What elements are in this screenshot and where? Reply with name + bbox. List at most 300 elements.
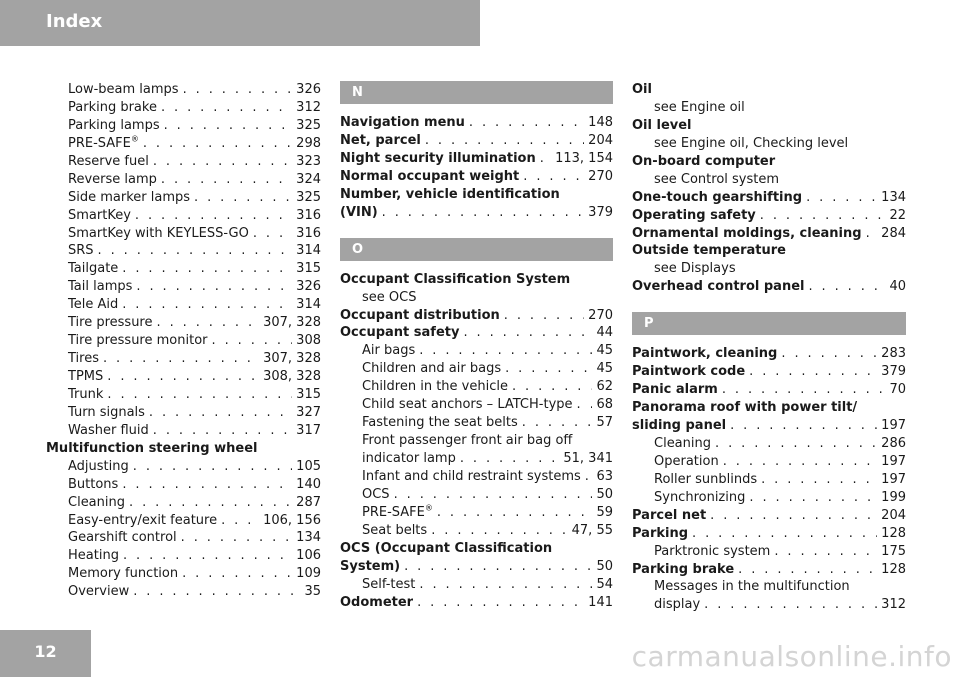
index-term xyxy=(68,529,177,547)
index-page-ref: 197 xyxy=(881,453,906,469)
index-term-text: Synchronizing xyxy=(654,489,746,505)
index-term-text: Infant and child restraint systems xyxy=(362,468,581,484)
index-term xyxy=(362,468,581,486)
index-term xyxy=(362,378,508,396)
index-page-ref: 287 xyxy=(296,494,321,510)
index-entry xyxy=(46,476,321,494)
index-page-ref: 316 xyxy=(296,225,321,241)
dot-leader xyxy=(103,350,259,368)
dot-leader xyxy=(808,278,885,296)
index-entry xyxy=(632,399,906,417)
index-term-text: Odometer xyxy=(340,594,414,610)
index-term xyxy=(68,547,119,565)
index-term-text: On-board computer xyxy=(632,153,776,169)
index-term xyxy=(340,540,552,558)
dot-leader xyxy=(253,225,292,243)
index-entry xyxy=(46,171,321,189)
index-term-text: Oil xyxy=(632,82,652,97)
index-entry xyxy=(340,204,613,222)
index-term-text: Paintwork, cleaning xyxy=(632,346,778,362)
index-entry xyxy=(340,186,613,204)
index-term-text: Parking brake xyxy=(632,561,735,577)
dot-leader xyxy=(122,260,292,278)
dot-leader xyxy=(194,189,292,207)
index-entry xyxy=(340,486,613,504)
index-entry xyxy=(632,99,906,117)
index-entry xyxy=(46,225,321,243)
index-term xyxy=(654,543,770,561)
dot-leader xyxy=(761,471,877,489)
index-term-text: SmartKey xyxy=(68,207,131,223)
dot-leader xyxy=(523,168,584,186)
index-term-text: Buttons xyxy=(68,476,119,492)
index-entry xyxy=(340,414,613,432)
index-page-ref: 324 xyxy=(296,171,321,187)
index-entry xyxy=(46,99,321,117)
index-entry xyxy=(46,440,321,458)
index-page-ref: 315 xyxy=(296,261,321,277)
index-entry xyxy=(632,242,906,260)
index-entry xyxy=(46,207,321,225)
index-page-ref: 307, 328 xyxy=(263,351,321,367)
dot-leader xyxy=(183,81,293,99)
index-page-ref: 308, 328 xyxy=(263,369,321,384)
index-term-text: Parktronic system xyxy=(654,543,771,559)
index-page-ref: 312 xyxy=(296,99,321,115)
index-term-text: Memory function xyxy=(68,566,179,582)
dot-leader xyxy=(722,381,886,399)
index-term xyxy=(362,522,427,540)
index-entry xyxy=(46,512,321,530)
index-page-ref: 315 xyxy=(296,386,321,402)
index-term xyxy=(632,507,706,525)
index-term-text: see Displays xyxy=(654,261,736,277)
index-term xyxy=(654,171,779,189)
index-term-text: Air bags xyxy=(362,343,416,359)
dot-leader xyxy=(774,543,877,561)
index-entry xyxy=(46,81,321,99)
index-term-text: TPMS xyxy=(68,369,104,384)
index-page-ref: 317 xyxy=(296,422,321,438)
index-page-ref: 325 xyxy=(296,189,321,205)
index-term xyxy=(632,189,802,207)
dot-leader xyxy=(149,404,292,422)
index-term-text: Tire pressure monitor xyxy=(68,333,208,349)
index-term xyxy=(632,399,857,417)
index-page-ref: 175 xyxy=(881,543,906,559)
index-term-text: Reserve fuel xyxy=(68,153,149,169)
index-term-text: Low-beam lamps xyxy=(68,82,179,97)
index-term xyxy=(362,486,390,504)
index-entry xyxy=(46,189,321,207)
index-term xyxy=(68,404,145,422)
dot-leader xyxy=(143,135,292,153)
dot-leader xyxy=(221,512,259,530)
index-page-ref: 62 xyxy=(596,379,613,395)
index-entry xyxy=(340,450,613,468)
index-page-ref: 50 xyxy=(596,486,613,502)
index-term xyxy=(340,132,421,150)
page-number-box xyxy=(0,630,91,677)
index-entry xyxy=(632,471,906,489)
index-entry xyxy=(46,583,321,601)
index-term xyxy=(632,381,718,399)
index-term xyxy=(68,260,118,278)
index-page-ref: 325 xyxy=(296,117,321,133)
index-term xyxy=(654,435,711,453)
dot-leader xyxy=(136,278,292,296)
dot-leader xyxy=(98,242,293,260)
dot-leader xyxy=(164,117,293,135)
index-term xyxy=(362,414,518,432)
index-entry xyxy=(46,260,321,278)
index-entry xyxy=(632,543,906,561)
index-term xyxy=(654,596,700,614)
index-page-ref: 141 xyxy=(588,594,613,610)
index-entry xyxy=(632,453,906,471)
dot-leader xyxy=(419,576,592,594)
index-term xyxy=(68,494,125,512)
index-entry xyxy=(46,153,321,171)
index-entry xyxy=(46,386,321,404)
index-term-text: Occupant safety xyxy=(340,325,460,341)
index-entry xyxy=(340,468,613,486)
index-page-ref: 327 xyxy=(296,404,321,420)
index-term xyxy=(654,99,745,117)
index-term xyxy=(68,350,99,368)
index-term xyxy=(68,99,157,117)
dot-leader xyxy=(781,345,877,363)
index-term-text: Heating xyxy=(68,548,119,564)
index-term-text: Trunk xyxy=(68,386,104,402)
index-term xyxy=(340,114,465,132)
index-entry xyxy=(340,132,613,150)
section-header-o: O xyxy=(340,238,613,261)
index-page-ref: 204 xyxy=(881,507,906,523)
index-term xyxy=(68,135,139,153)
index-term xyxy=(68,565,178,583)
dot-leader xyxy=(692,525,877,543)
index-page-ref: 286 xyxy=(881,435,906,451)
index-entry xyxy=(632,117,906,135)
index-term xyxy=(340,168,519,186)
index-term-text: Number, vehicle identification xyxy=(340,186,560,202)
index-entry xyxy=(340,522,613,540)
dot-leader xyxy=(585,468,593,486)
index-entry xyxy=(46,296,321,314)
dot-leader xyxy=(522,414,593,432)
dot-leader xyxy=(182,565,292,583)
index-page-ref: 106, 156 xyxy=(263,512,321,528)
dot-leader xyxy=(431,522,567,540)
index-term xyxy=(340,271,570,289)
index-term-text: Tail lamps xyxy=(68,279,133,295)
index-entry xyxy=(46,135,321,153)
index-entry xyxy=(340,360,613,378)
index-entry xyxy=(340,504,613,522)
index-page-ref: 45 xyxy=(596,361,613,377)
index-term-text: Tele Aid xyxy=(68,297,119,313)
index-entry xyxy=(46,529,321,547)
dot-leader xyxy=(122,296,292,314)
index-entry xyxy=(632,278,906,296)
page-title: Index xyxy=(46,11,103,32)
index-page-ref: 270 xyxy=(588,168,613,184)
index-term xyxy=(340,594,413,612)
index-term-text: Oil level xyxy=(632,117,692,133)
index-term xyxy=(68,242,94,260)
index-term xyxy=(362,289,416,307)
index-entry xyxy=(632,135,906,153)
index-page-ref: 379 xyxy=(588,204,613,220)
index-entry xyxy=(46,547,321,565)
index-page-ref: 70 xyxy=(889,382,906,398)
index-term xyxy=(362,504,433,522)
index-term xyxy=(632,81,652,99)
index-term-text: Tires xyxy=(68,351,99,367)
dot-leader xyxy=(181,529,293,547)
index-entry xyxy=(340,558,613,576)
index-term-text: SRS xyxy=(68,243,94,259)
index-term xyxy=(654,135,848,153)
index-entry xyxy=(632,596,906,614)
dot-leader xyxy=(133,583,300,601)
index-term-text: Self-test xyxy=(362,576,416,592)
index-term xyxy=(362,432,572,450)
index-entry xyxy=(632,153,906,171)
index-term xyxy=(632,561,734,579)
dot-leader xyxy=(419,342,592,360)
dot-leader xyxy=(404,558,592,576)
dot-leader xyxy=(425,132,584,150)
index-term-text: Multifunction steering wheel xyxy=(46,440,258,456)
index-term xyxy=(68,314,153,332)
dot-leader xyxy=(730,417,877,435)
index-term-text: Net, parcel xyxy=(340,132,421,148)
index-term xyxy=(632,153,775,171)
index-page-ref: 323 xyxy=(296,153,321,169)
index-entry xyxy=(46,314,321,332)
dot-leader xyxy=(749,489,877,507)
index-term-text: Ornamental moldings, cleaning xyxy=(632,225,862,241)
index-term xyxy=(340,186,560,204)
dot-leader xyxy=(710,507,877,525)
index-term-text: Night security illumination xyxy=(340,150,536,166)
index-term xyxy=(632,207,756,225)
index-term-text: see OCS xyxy=(362,289,417,305)
index-entry xyxy=(340,324,613,342)
index-term xyxy=(632,525,688,543)
index-term xyxy=(654,471,757,489)
index-term xyxy=(362,450,456,468)
dot-leader xyxy=(704,596,877,614)
index-entry xyxy=(340,168,613,186)
index-page-ref: 283 xyxy=(881,346,906,362)
index-term-text: Operating safety xyxy=(632,207,756,223)
index-term-text: OCS xyxy=(362,486,390,502)
index-entry xyxy=(340,150,613,168)
index-entry xyxy=(632,363,906,381)
index-entry xyxy=(632,225,906,243)
index-page-ref: 68 xyxy=(596,397,613,413)
index-entry xyxy=(632,381,906,399)
index-term-text: Cleaning xyxy=(68,494,125,510)
index-page-ref: 63 xyxy=(596,468,613,484)
index-term xyxy=(654,453,719,471)
index-entry xyxy=(46,422,321,440)
dot-leader xyxy=(161,99,292,117)
index-term-text: Paintwork code xyxy=(632,364,746,380)
index-entry xyxy=(340,594,613,612)
index-entry xyxy=(340,342,613,360)
index-term-text: Outside temperature xyxy=(632,243,786,259)
index-term-text: Child seat anchors – LATCH-type xyxy=(362,397,573,413)
index-entry xyxy=(46,332,321,350)
index-term xyxy=(362,576,415,594)
index-page-ref: 204 xyxy=(588,132,613,148)
index-term-text: Gearshift control xyxy=(68,530,177,546)
index-term xyxy=(340,204,378,222)
index-page-ref: 308 xyxy=(296,333,321,349)
index-term-text: Overhead control panel xyxy=(632,279,805,295)
index-term xyxy=(632,117,692,135)
dot-leader xyxy=(760,207,886,225)
index-term-text: Normal occupant weight xyxy=(340,168,520,184)
index-entry xyxy=(632,507,906,525)
index-entry xyxy=(46,565,321,583)
index-entry xyxy=(340,114,613,132)
index-term-text: Side marker lamps xyxy=(68,189,191,205)
index-term-text: SmartKey with KEYLESS-GO xyxy=(68,225,249,241)
index-page-ref: 113, 154 xyxy=(555,150,613,166)
index-entry xyxy=(46,242,321,260)
index-page-ref: 45 xyxy=(596,343,613,359)
index-page-ref: 22 xyxy=(889,207,906,223)
index-page-ref: 40 xyxy=(889,279,906,295)
dot-leader xyxy=(123,547,292,565)
index-page-ref: 316 xyxy=(296,207,321,223)
index-term xyxy=(68,278,132,296)
index-term-text: Washer fluid xyxy=(68,422,149,438)
index-page-ref: 140 xyxy=(296,476,321,492)
index-entry xyxy=(46,494,321,512)
index-term xyxy=(654,578,850,596)
index-term-text: Front passenger front air bag off xyxy=(362,433,573,449)
index-term-text: Easy-entry/exit feature xyxy=(68,512,218,528)
index-entry xyxy=(632,417,906,435)
index-term-text: Parking xyxy=(632,525,689,541)
index-term xyxy=(68,81,179,99)
dot-leader xyxy=(463,324,592,342)
index-page-ref: 197 xyxy=(881,471,906,487)
index-term xyxy=(340,558,400,576)
index-page-ref: 197 xyxy=(881,418,906,433)
dot-leader xyxy=(749,363,877,381)
index-term xyxy=(68,171,157,189)
index-term-text: see Engine oil, Checking level xyxy=(654,135,849,151)
index-term-text: One-touch gearshifting xyxy=(632,189,803,205)
index-entry xyxy=(632,207,906,225)
index-term xyxy=(68,368,103,386)
index-term-text: Messages in the multifunction xyxy=(654,579,850,595)
index-entry xyxy=(340,378,613,396)
registered-mark: ® xyxy=(424,503,433,513)
index-page-ref: 314 xyxy=(296,243,321,259)
index-term xyxy=(632,417,726,435)
page-number: 12 xyxy=(34,642,57,661)
watermark: carmanualsonline.info xyxy=(631,640,952,673)
index-entry xyxy=(632,561,906,579)
index-term-text: see Engine oil xyxy=(654,99,745,115)
index-entry xyxy=(46,458,321,476)
index-term-text: Parking brake xyxy=(68,99,157,115)
index-term-text: Parking lamps xyxy=(68,117,160,133)
dot-leader xyxy=(122,476,292,494)
index-term-text: sliding panel xyxy=(632,418,727,433)
index-term-text: Tire pressure xyxy=(68,315,153,331)
dot-leader xyxy=(577,396,593,414)
index-term xyxy=(68,189,190,207)
index-term xyxy=(68,117,160,135)
index-term xyxy=(632,242,786,260)
section-gap xyxy=(340,222,613,238)
index-page-ref: 106 xyxy=(296,548,321,564)
index-entry xyxy=(632,578,906,596)
index-term xyxy=(68,225,249,243)
index-term xyxy=(68,207,131,225)
index-entry xyxy=(340,576,613,594)
section-header-p: P xyxy=(632,312,906,335)
index-page-ref: 134 xyxy=(881,189,906,205)
index-term-text: display xyxy=(654,597,701,613)
index-term-text: PRE-SAFE xyxy=(362,504,425,520)
index-entry xyxy=(632,345,906,363)
index-term xyxy=(632,278,804,296)
index-page-ref: 105 xyxy=(296,458,321,474)
index-page-ref: 284 xyxy=(881,225,906,241)
index-term xyxy=(340,324,459,342)
index-term-text: Cleaning xyxy=(654,435,711,451)
index-entry xyxy=(340,289,613,307)
index-page-ref: 270 xyxy=(588,307,613,323)
index-page-ref: 59 xyxy=(596,504,613,520)
index-entry xyxy=(340,271,613,289)
dot-leader xyxy=(512,378,592,396)
dot-leader xyxy=(157,314,260,332)
index-page-ref: 51, 341 xyxy=(563,451,613,466)
index-page-ref: 47, 55 xyxy=(571,522,613,538)
dot-leader xyxy=(738,561,877,579)
index-term xyxy=(654,489,745,507)
index-entry xyxy=(46,117,321,135)
index-term xyxy=(46,440,257,458)
index-entry xyxy=(46,278,321,296)
index-page-ref: 50 xyxy=(596,558,613,574)
index-term-text: Children and air bags xyxy=(362,361,502,377)
index-entry xyxy=(632,525,906,543)
index-term xyxy=(632,363,745,381)
index-column-2 xyxy=(340,81,613,611)
dot-leader xyxy=(723,453,877,471)
index-term xyxy=(654,260,736,278)
index-page-ref: 35 xyxy=(304,584,321,600)
index-entry xyxy=(46,350,321,368)
index-term xyxy=(68,458,129,476)
index-page-ref: 379 xyxy=(881,364,906,380)
index-term xyxy=(362,396,573,414)
index-term-text: Seat belts xyxy=(362,522,428,538)
index-term-text: Panorama roof with power tilt/ xyxy=(632,400,858,416)
